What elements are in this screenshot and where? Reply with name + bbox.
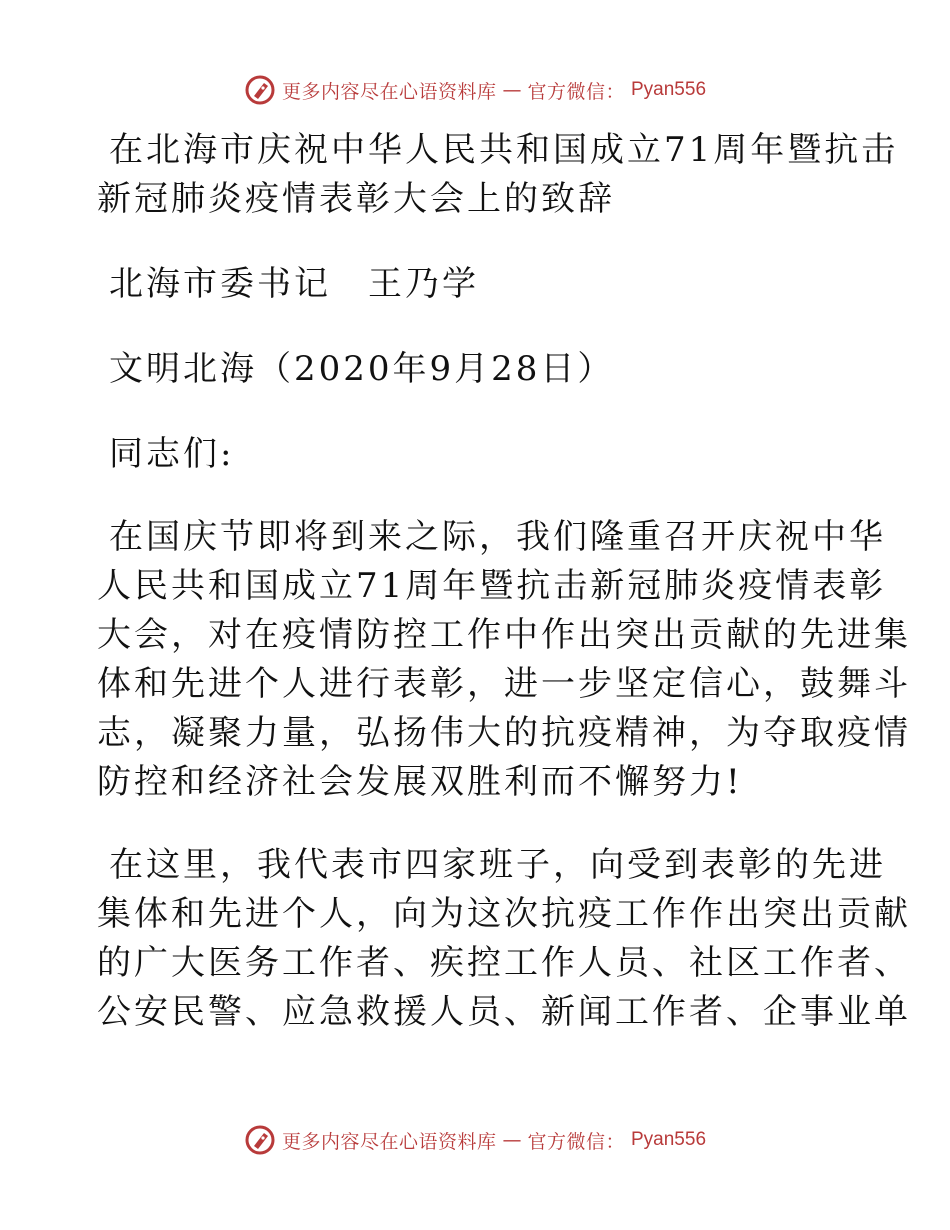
paragraph-line: 人民共和国成立71周年暨抗击新冠肺炎疫情表彰 bbox=[97, 566, 887, 606]
footer-watermark bbox=[0, 1124, 950, 1156]
header-watermark bbox=[0, 74, 950, 106]
paragraph-line: 大会，对在疫情防控工作中作出突出贡献的先进集 bbox=[97, 615, 911, 655]
watermark-wechat-label: 官方微信： bbox=[527, 1130, 625, 1153]
pen-nib-logo-icon bbox=[244, 74, 276, 106]
paragraph-line: 志，凝聚力量，弘扬伟大的抗疫精神，为夺取疫情 bbox=[97, 713, 911, 753]
watermark-wechat-id: Pyan556 bbox=[631, 1129, 707, 1150]
paragraph-2 bbox=[97, 841, 911, 1037]
document-title bbox=[97, 126, 899, 224]
document-body bbox=[97, 126, 911, 1037]
source-line: 文明北海（2020年9月28日） bbox=[109, 349, 615, 389]
watermark-wechat-id: Pyan556 bbox=[631, 79, 707, 100]
title-line-1: 在北海市庆祝中华人民共和国成立71周年暨抗击 bbox=[109, 130, 899, 170]
paragraph-line: 的广大医务工作者、疾控工作人员、社区工作者、 bbox=[97, 943, 911, 983]
salutation: 同志们: bbox=[109, 434, 235, 474]
watermark-wechat-label: 官方微信： bbox=[527, 80, 625, 103]
watermark-separator: — bbox=[502, 1129, 522, 1151]
paragraph-line: 在这里，我代表市四家班子，向受到表彰的先进 bbox=[109, 845, 886, 885]
paragraph-1 bbox=[97, 513, 911, 807]
watermark-separator: — bbox=[502, 79, 522, 101]
paragraph-line: 集体和先进个人，向为这次抗疫工作作出突出贡献 bbox=[97, 894, 911, 934]
paragraph-line: 公安民警、应急救援人员、新闻工作者、企事业单 bbox=[97, 992, 911, 1032]
watermark-text: 更多内容尽在心语资料库 bbox=[281, 80, 497, 103]
author-line: 北海市委书记 王乃学 bbox=[109, 264, 479, 304]
pen-nib-logo-icon bbox=[244, 1124, 276, 1156]
paragraph-line: 防控和经济社会发展双胜利而不懈努力! bbox=[97, 762, 743, 802]
title-line-2: 新冠肺炎疫情表彰大会上的致辞 bbox=[97, 179, 615, 219]
watermark-text: 更多内容尽在心语资料库 bbox=[281, 1130, 497, 1153]
paragraph-line: 在国庆节即将到来之际，我们隆重召开庆祝中华 bbox=[109, 517, 886, 557]
paragraph-line: 体和先进个人进行表彰，进一步坚定信心，鼓舞斗 bbox=[97, 664, 911, 704]
